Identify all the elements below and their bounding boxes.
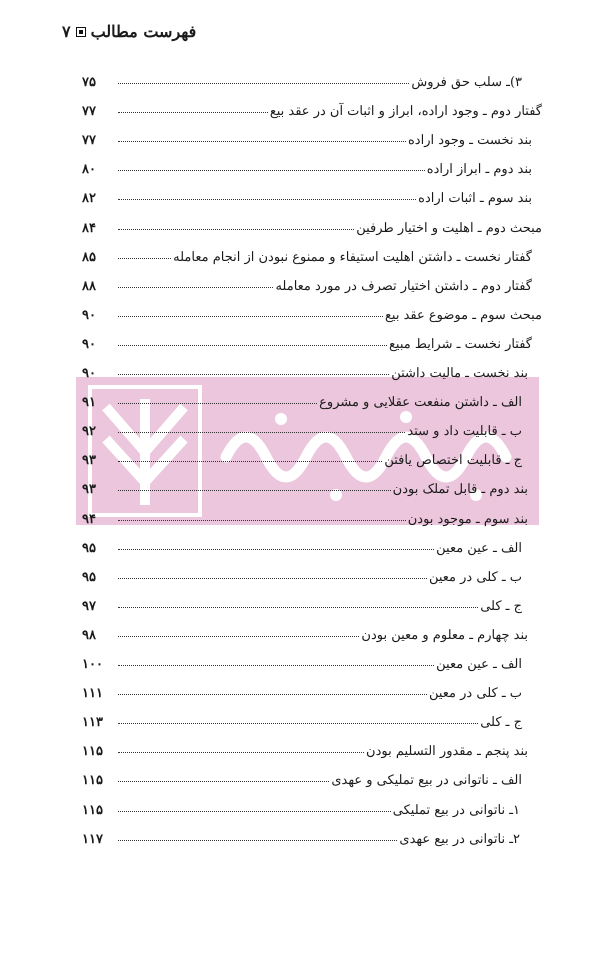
toc-entry-label: مبحث سوم ـ موضوع عقد بیع (385, 307, 542, 323)
toc-entry-label: ب ـ کلی در معین (428, 686, 522, 702)
toc-entry-label: مبحث دوم ـ اهلیت و اختیار طرفین (356, 220, 542, 236)
toc-entry (82, 149, 532, 177)
toc-entry (82, 324, 532, 352)
toc-entry-page: ۱۱۷ (82, 831, 103, 847)
toc-leader-dots (118, 607, 478, 608)
toc-entry-page: ۹۷ (82, 598, 96, 614)
toc-entry-page: ۹۰ (82, 307, 96, 323)
toc-entry-page: ۱۱۱ (82, 686, 103, 702)
toc-entry-page: ۱۱۳ (82, 715, 103, 731)
toc-entry-label: الف ـ ناتوانی در بیع تملیکی و عهدی (331, 773, 522, 789)
toc-leader-dots (118, 345, 387, 346)
toc-leader-dots (118, 199, 416, 200)
toc-entry-page: ۹۰ (82, 336, 96, 352)
header-page-number: ۷ (62, 22, 71, 41)
toc-leader-dots (118, 781, 329, 782)
toc-entry-label: ج ـ قابلیت اختصاص یافتن (384, 453, 522, 469)
toc-leader-dots (118, 83, 409, 84)
toc-entry-label: بند سوم ـ اثبات اراده (418, 191, 532, 207)
toc-entry (82, 266, 532, 294)
toc-entry-page: ۸۴ (82, 220, 96, 236)
toc-leader-dots (118, 461, 382, 462)
toc-leader-dots (118, 578, 427, 579)
toc-entry-page: ۷۷ (82, 133, 96, 149)
toc-entry-page: ۹۳ (82, 453, 96, 469)
toc-entry-label: ۱ـ ناتوانی در بیع تملیکی (392, 802, 520, 818)
toc-entry-label: گفتار دوم ـ داشتن اختیار تصرف در مورد معامله (275, 278, 532, 294)
toc-entry-label: بند نخست ـ مالیت داشتن (391, 366, 528, 381)
toc-entry-page: ۹۰ (82, 366, 96, 381)
toc-entry (82, 819, 520, 847)
toc-leader-dots (118, 723, 478, 724)
toc-leader-dots (118, 490, 391, 491)
toc-entry (82, 557, 522, 585)
toc-entry-label: بند دوم ـ قابل تملک بودن (392, 482, 528, 498)
toc-entry (82, 353, 528, 381)
toc-entry (82, 237, 532, 265)
toc-entry (82, 178, 532, 206)
toc-leader-dots (118, 170, 425, 171)
toc-entry-page: ۹۳ (82, 482, 96, 498)
toc-leader-dots (118, 287, 273, 288)
toc-leader-dots (118, 665, 434, 666)
toc-entry (82, 760, 522, 788)
toc-entry-label: ب ـ قابلیت داد و ستد (407, 424, 522, 440)
toc-entry-page: ۱۱۵ (82, 744, 103, 760)
toc-entry (82, 208, 542, 236)
toc-leader-dots (118, 840, 397, 841)
toc-leader-dots (118, 112, 268, 113)
toc-entry (82, 673, 522, 701)
toc-entry (82, 528, 522, 556)
toc-leader-dots (118, 549, 434, 550)
toc-entry-label: بند پنجم ـ مقدور التسلیم بودن (366, 744, 528, 760)
toc-entry (82, 644, 522, 672)
toc-entry-label: گفتار دوم ـ وجود اراده، ابراز و اثبات آن در عقد بیع (269, 104, 542, 120)
toc-entry-page: ۹۲ (82, 424, 96, 440)
toc-leader-dots (118, 316, 383, 317)
toc-entry-label: گفتار نخست ـ داشتن اهلیت استیفاء و ممنوع نبودن از انجام معامله (173, 249, 532, 265)
toc-entry-label: بند نخست ـ وجود اراده (408, 133, 532, 149)
toc-entry-page: ۹۵ (82, 540, 96, 556)
toc-entry-page: ۸۲ (82, 191, 96, 207)
toc-entry-page: ۷۵ (82, 75, 96, 90)
toc-leader-dots (118, 520, 406, 521)
toc-entry (82, 586, 522, 614)
toc-leader-dots (118, 752, 364, 753)
toc-entry-page: ۹۱ (82, 395, 96, 411)
toc-entry (82, 120, 532, 148)
toc-entry-label: بند چهارم ـ معلوم و معین بودن (361, 627, 528, 643)
toc-leader-dots (118, 811, 391, 812)
toc-entry-page: ۱۰۰ (82, 657, 103, 672)
toc-entry-page: ۹۴ (82, 511, 96, 527)
toc-entry (82, 440, 522, 468)
toc-entry (82, 62, 522, 90)
toc-entry-page: ۱۱۵ (82, 802, 103, 818)
toc-entry (82, 382, 522, 410)
toc-entry (82, 499, 528, 527)
toc-entry-label: گفتار نخست ـ شرایط مبیع (389, 336, 532, 352)
toc-entry-page: ۸۵ (82, 249, 96, 265)
toc-entry (82, 615, 528, 643)
toc-entry (82, 91, 542, 119)
toc-leader-dots (118, 694, 427, 695)
toc-entry-label: بند دوم ـ ابراز اراده (426, 162, 532, 178)
toc-leader-dots (118, 636, 359, 637)
toc-entry-label: ج ـ کلی (480, 598, 522, 614)
toc-entry-label: الف ـ عین معین (436, 540, 522, 556)
toc-entry-label: ۳)ـ سلب حق فروش (411, 75, 522, 90)
toc-entry-label: بند سوم ـ موجود بودن (407, 511, 528, 527)
toc-entry-page: ۷۷ (82, 104, 96, 120)
toc-leader-dots (118, 229, 354, 230)
toc-entry-label: ۲ـ ناتوانی در بیع عهدی (399, 831, 520, 847)
toc-leader-dots (118, 432, 405, 433)
toc-entry (82, 295, 542, 323)
toc-entry-page: ۱۱۵ (82, 773, 103, 789)
toc-entry (82, 731, 528, 759)
toc-leader-dots (118, 258, 171, 259)
toc-entry-page: ۹۸ (82, 627, 96, 643)
toc-entry-page: ۸۸ (82, 278, 96, 294)
header-title: فهرست مطالب (90, 22, 197, 41)
toc-entry-label: ج ـ کلی (480, 715, 522, 731)
toc-entry (82, 702, 522, 730)
toc-entry (82, 411, 522, 439)
toc-entry (82, 469, 528, 497)
toc-leader-dots (118, 403, 317, 404)
toc-entry-label: الف ـ داشتن منفعت عقلایی و مشروع (319, 395, 522, 411)
toc-entry-page: ۸۰ (82, 162, 96, 178)
toc-leader-dots (118, 141, 406, 142)
toc-leader-dots (118, 374, 389, 375)
toc-entry-label: ب ـ کلی در معین (428, 569, 522, 585)
toc-entry-page: ۹۵ (82, 569, 96, 585)
toc-entry-label: الف ـ عین معین (436, 657, 522, 672)
toc-entry (82, 790, 520, 818)
